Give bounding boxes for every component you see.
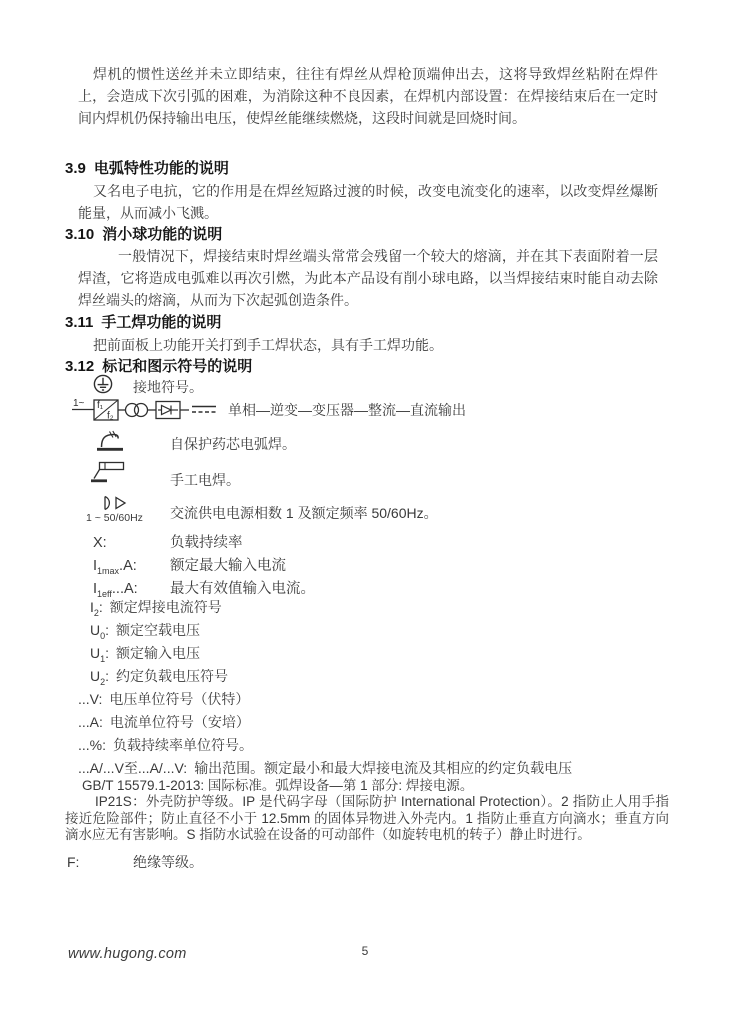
section-3-9-body: 又名电子电抗，它的作用是在焊丝短路过渡的时候，改变电流变化的速率，以改变焊丝爆断能量，从而减小飞溅。 xyxy=(78,183,658,221)
svg-text:1~: 1~ xyxy=(73,398,85,409)
section-number: 3.12 xyxy=(65,358,95,375)
manual-welding-label: 手工电焊。 xyxy=(170,472,240,488)
definition-item xyxy=(78,620,572,643)
section-number: 3.11 xyxy=(65,314,94,331)
duty-cycle-desc: 负载持续率 xyxy=(170,535,243,551)
duty-cycle-row xyxy=(93,531,243,552)
i1eff-desc: 最大有效值输入电流。 xyxy=(170,581,315,597)
definition-desc: 电流单位符号（安培） xyxy=(109,714,250,730)
flux-cored-welding-label: 自保护药芯电弧焊。 xyxy=(170,436,296,452)
definition-desc: 约定负载电压符号 xyxy=(116,668,229,684)
definition-desc: 负载持续率单位符号。 xyxy=(113,737,254,753)
i1eff-row xyxy=(93,577,315,598)
insulation-row xyxy=(67,852,203,872)
ac-supply-label: 交流供电电源相数 1 及额定频率 50/60Hz。 xyxy=(170,505,438,521)
definition-list xyxy=(78,597,572,781)
definition-item xyxy=(78,666,572,689)
definition-term: ...A: xyxy=(78,714,103,730)
ac-supply-caption: 1 ~ 50/60Hz xyxy=(86,512,143,524)
svg-text:f₁: f₁ xyxy=(97,400,104,411)
section-title: 电弧特性功能的说明 xyxy=(93,160,229,177)
intro-paragraph: 焊机的惯性送丝并未立即结束，往往有焊丝从焊枪顶端伸出去，这将导致焊丝粘附在焊件上，会造成下次引弧的困难，为消除这种不良因素，在焊机内部设置：在焊接结束后在一定时间内焊机仍保持输出电压，使焊丝能继续燃烧，这段时间就是回烧时间。 xyxy=(78,66,658,126)
definition-desc: 电压单位符号（伏特） xyxy=(109,691,250,707)
section-heading-3-10 xyxy=(65,224,222,246)
definition-term: $U_2$: xyxy=(90,668,110,687)
section-heading-3-9 xyxy=(65,158,229,180)
definition-desc: 额定焊接电流符号 xyxy=(109,599,222,615)
definition-term: $I_2$: xyxy=(90,599,103,618)
section-title: 标记和图示符号的说明 xyxy=(102,358,253,375)
definition-item xyxy=(78,735,572,758)
insulation-term: F: xyxy=(67,854,80,870)
power-source-diagram-icon xyxy=(70,394,220,424)
ground-symbol-icon xyxy=(93,374,113,394)
svg-text:f₂: f₂ xyxy=(107,410,114,422)
definition-item xyxy=(78,712,572,735)
definition-desc: 额定输入电压 xyxy=(116,645,201,661)
ip-rating-paragraph: IP21S：外壳防护等级。IP 是代码字母（国际防护 International Protection）。2 指防止人用手指接近危险部件；防止直径不小于 12.5mm 的固体异物进入外壳内。1 指防止垂直方向滴水；垂直方向滴水应无有害影响。S 指防水试验在设备的可动部件（如旋转电机的转子）静止时进行。 xyxy=(65,794,669,842)
i1max-desc: 额定最大输入电流 xyxy=(170,558,286,574)
definition-desc: 输出范围。额定最小和最大焊接电流及其相应的约定负载电压 xyxy=(194,760,573,776)
definition-item xyxy=(78,689,572,712)
ac-supply-icon xyxy=(99,495,133,511)
section-3-10-body: 一般情况下，焊接结束时焊丝端头常常会残留一个较大的熔滴，并在其下表面附着一层焊渣，它将造成电弧难以再次引燃，为此本产品设有削小球电路，以当焊接结束时能自动去除焊丝端头的熔滴，从而为下次起弧创造条件。 xyxy=(78,248,658,308)
definition-item xyxy=(78,597,572,620)
flux-cored-welding-icon xyxy=(95,426,125,452)
i1eff-term: $I_{1eff}...A$: xyxy=(93,581,138,599)
section-title: 手工焊功能的说明 xyxy=(101,314,222,331)
footer-website: www.hugong.com xyxy=(68,946,187,962)
definition-item xyxy=(78,643,572,666)
definition-term: ...V: xyxy=(78,691,103,707)
section-title: 消小球功能的说明 xyxy=(102,226,223,243)
power-source-diagram-label: 单相—逆变—变压器—整流—直流输出 xyxy=(228,402,466,418)
i1max-row xyxy=(93,554,286,575)
insulation-desc: 绝缘等级。 xyxy=(133,854,203,870)
section-number: 3.9 xyxy=(65,160,86,177)
i1max-term: $I_{1max}.A$: xyxy=(93,558,137,576)
definition-term: $U_0$: xyxy=(90,622,110,641)
section-number: 3.10 xyxy=(65,226,95,243)
definition-desc: 额定空载电压 xyxy=(116,622,201,638)
standard-line: GB/T 15579.1-2013: 国际标准。弧焊设备—第 1 部分: 焊接电源。 xyxy=(82,778,474,793)
ground-symbol-label: 接地符号。 xyxy=(133,379,203,395)
definition-term: ...%: xyxy=(78,737,107,753)
page-number: 5 xyxy=(361,944,369,958)
section-heading-3-11 xyxy=(65,312,221,334)
manual-welding-icon xyxy=(90,459,126,487)
definition-term: $U_1$: xyxy=(90,645,110,664)
duty-cycle-term: X: xyxy=(93,535,107,551)
definition-term: ...A/...V至...A/...V: xyxy=(78,760,188,776)
section-3-11-body: 把前面板上功能开关打到手工焊状态，具有手工焊功能。 xyxy=(93,337,443,353)
